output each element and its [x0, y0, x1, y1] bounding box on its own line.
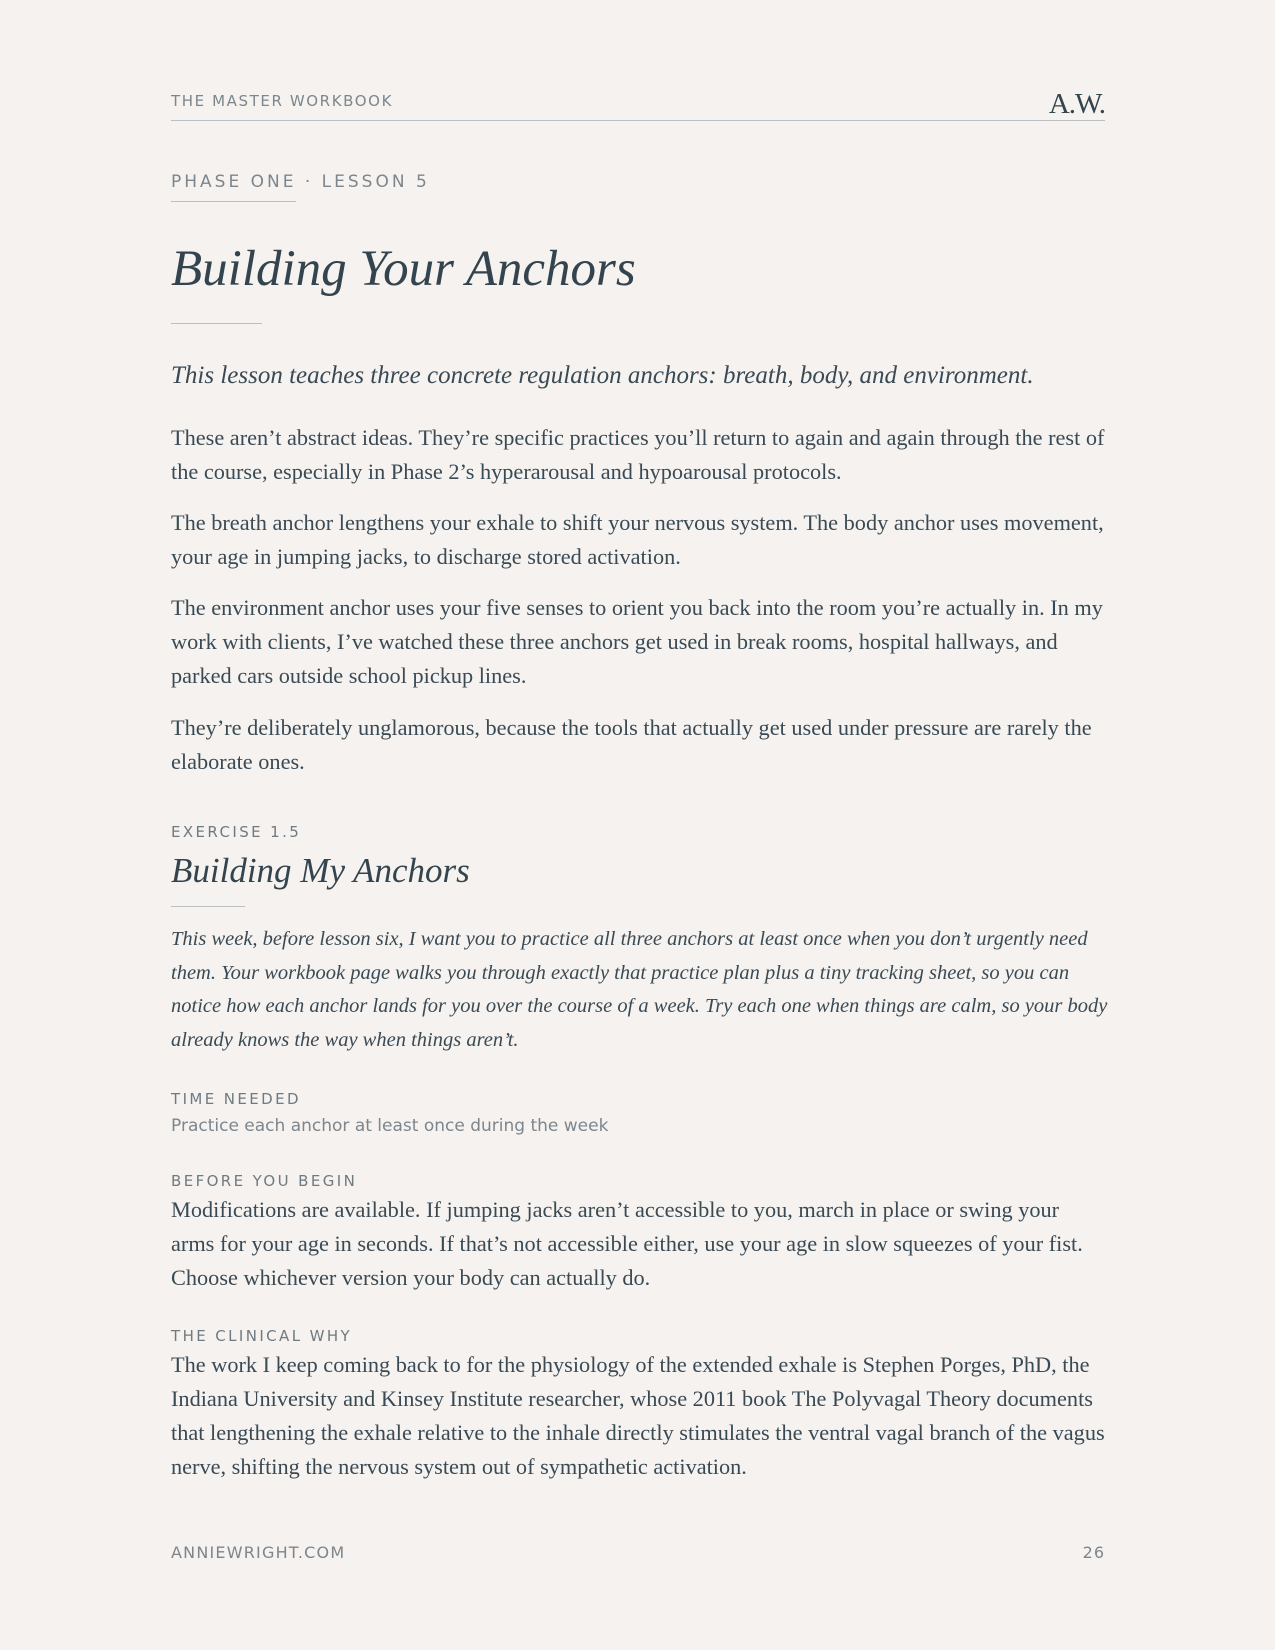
lesson-intro: This lesson teaches three concrete regulation anchors: breath, body, and environment. — [171, 362, 1034, 389]
exercise-label: EXERCISE 1.5 — [171, 823, 302, 841]
logo: A.W. — [1048, 88, 1105, 120]
page-header — [171, 88, 1105, 121]
exercise-title: Building My Anchors — [171, 851, 470, 890]
workbook-page — [171, 0, 1108, 1650]
exercise-divider — [171, 906, 245, 907]
lesson-paragraph: They’re deliberately unglamorous, because the tools that actually get used under pressure are rarely the elaborate ones. — [171, 715, 1092, 774]
before-you-begin-label: BEFORE YOU BEGIN — [171, 1172, 358, 1190]
lesson-eyebrow: PHASE ONE · LESSON 5 — [171, 172, 430, 192]
footer-site: ANNIEWRIGHT.COM — [171, 1543, 346, 1562]
lesson-paragraph: These aren’t abstract ideas. They’re specific practices you’ll return to again and again through the rest of the course, especially in Phase 2’s hyperarousal and hypoarousal protocols. — [171, 425, 1105, 484]
before-you-begin-text: Modifications are available. If jumping jacks aren’t accessible to you, march in place or swing your arms for your age in seconds. If that’s not accessible either, use your age in slow squeezes of your fist. Choose whichever version your body can actually do. — [171, 1197, 1083, 1290]
lesson-paragraph: The breath anchor lengthens your exhale to shift your nervous system. The body anchor uses movement, your age in jumping jacks, to discharge stored activation. — [171, 510, 1104, 569]
clinical-why-text: The work I keep coming back to for the physiology of the extended exhale is Stephen Porges, PhD, the Indiana University and Kinsey Institute researcher, whose 2011 book The Polyvagal Theory documents that lengthening the exhale relative to the inhale directly stimulates the ventral vagal branch of the vagus nerve, shifting the nervous system out of sympathetic activation. — [171, 1352, 1105, 1479]
lesson-paragraph: The environment anchor uses your five senses to orient you back into the room you’re actually in. In my work with clients, I’ve watched these three anchors get used in break rooms, hospital hallways, and parked cars outside school pickup lines. — [171, 595, 1103, 688]
lesson-title: Building Your Anchors — [171, 241, 636, 297]
eyebrow-divider — [171, 201, 296, 202]
time-needed-value: Practice each anchor at least once during the week — [171, 1116, 609, 1136]
workbook-title: THE MASTER WORKBOOK — [171, 92, 394, 110]
exercise-description: This week, before lesson six, I want you to practice all three anchors at least once when you don’t urgently need them. Your workbook page walks you through exactly that practice plan plus a tiny tracking sheet, so you can notice how each anchor lands for you over the course of a week. Try each one when things are calm, so your body already knows the way when things aren’t. — [171, 928, 1108, 1051]
clinical-why-label: THE CLINICAL WHY — [171, 1327, 353, 1345]
time-needed-label: TIME NEEDED — [171, 1090, 301, 1108]
page-number: 26 — [1082, 1543, 1105, 1562]
title-divider — [171, 323, 262, 324]
